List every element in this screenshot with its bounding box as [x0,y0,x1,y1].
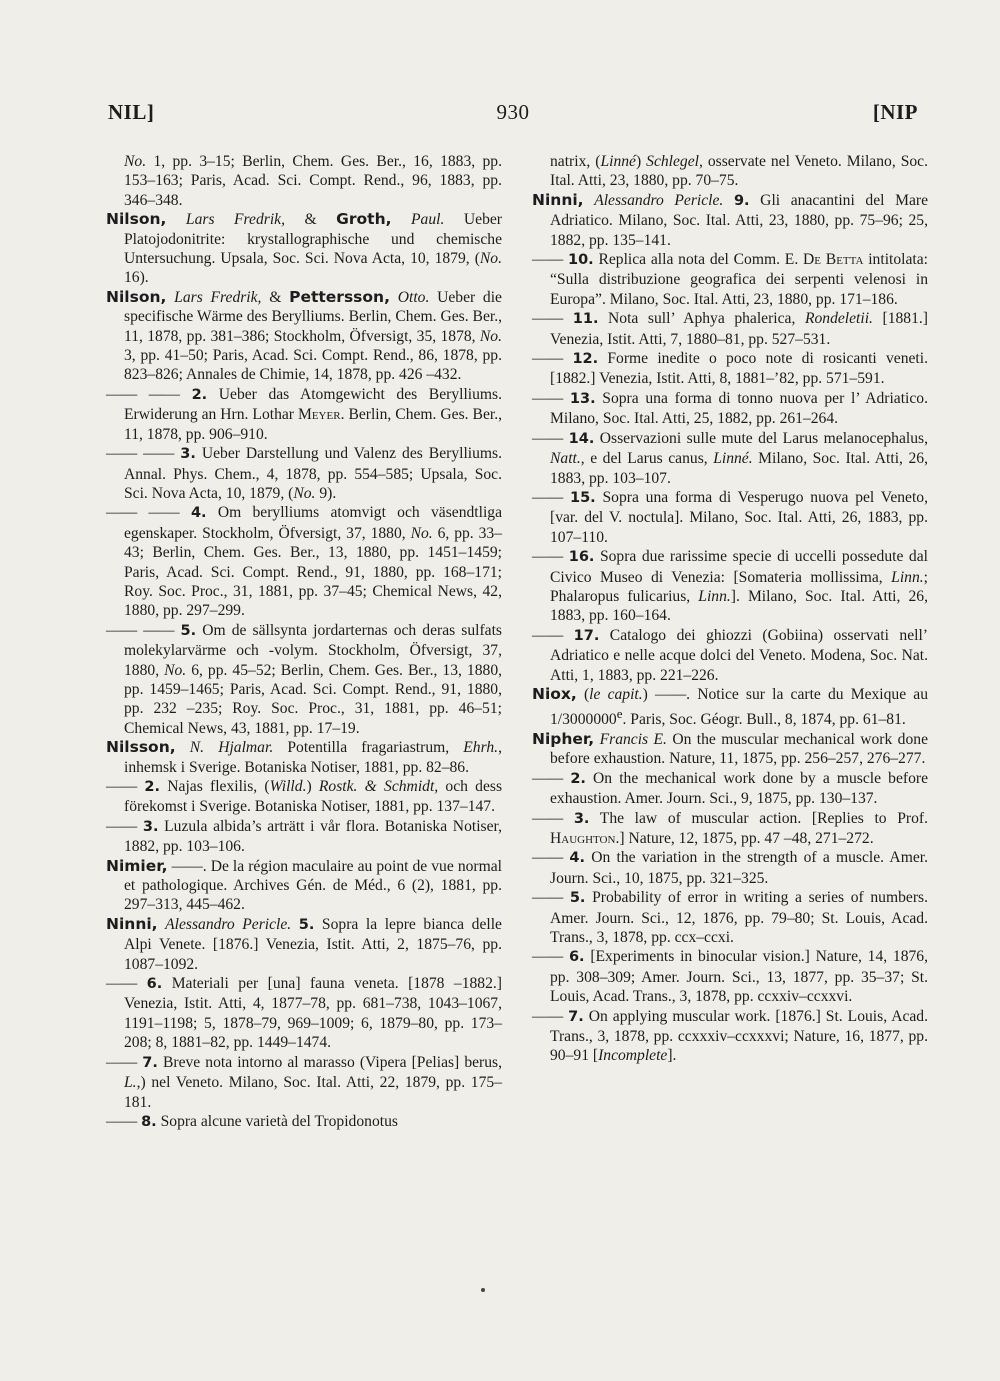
bibliography-entry: —— 14. Osservazioni sulle mute del Larus melanocephalus, Natt., e del Larus canus, Linné. Milano, Soc. Ital. Atti, 26, 1883, pp. 103–107. [532,429,928,487]
bibliography-entry: —— 5. Probability of error in writing a series of numbers. Amer. Journ. Sci., 12, 1876, pp. 79–80; St. Louis, Acad. Trans., 3, 1878, pp. ccx–ccxi. [532,889,928,947]
bibliography-entry: —— —— 2. Ueber das Atomgewicht des Berylliums. Erwiderung an Hrn. Lothar Meyer. Berlin, Chem. Ges. Ber., 11, 1878, pp. 906–910. [106,385,503,443]
bibliography-entry: Ninni, Alessandro Pericle. 5. Sopra la lepre bianca delle Alpi Venete. [1876.] Venezia, Istit. Atti, 2, 1875–76, pp. 1087–1092. [106,914,502,973]
bibliography-entry: No. 1, pp. 3–15; Berlin, Chem. Ges. Ber., 16, 1883, pp. 153–163; Paris, Acad. Sci. Compt. Rend., 96, 1883, pp. 346–348. [124,153,502,209]
bibliography-entry: Niox, (le capit.) ——. Notice sur la carte du Mexique au 1/3000000e. Paris, Soc. Géogr. Bull., 8, 1874, pp. 61–81. [532,684,928,729]
bibliography-entry: —— 2. Najas flexilis, (Willd.) Rostk. & Schmidt, och dess förekomst i Sverige. Botaniska Notiser, 1881, pp. 137–147. [106,778,503,816]
bibliography-entry: —— —— 5. Om de sällsynta jordarternas och deras sulfats molekylarvärme och -volym. Stockholm, Öfversigt, 37, 1880, No. 6, pp. 45–52; Berlin, Chem. Ges. Ber., 13, 1880, pp. 1459–1465; Paris, Acad. Sci. Compt. Rend., 91, 1880, pp. 232 –235; Roy. Soc. Proc., 31, 1881, pp. 46–51; Chemical News, 43, 1881, pp. 17–19. [106,621,503,737]
bibliography-entry: —— 16. Sopra due rarissime specie di uccelli possedute dal Civico Museo di Venezia: [Somateria mollissima, Linn.; Phalaropus fulicarius, Linn.]. Milano, Soc. Ital. Atti, 26, 1883, pp. 160–164. [532,548,928,625]
bibliography-entry: —— 17. Catalogo dei ghiozzi (Gobiina) osservati nell’ Adriatico e nelle acque dolci del Veneto. Modena, Soc. Nat. Atti, 1, 1883, pp. 221–226. [532,626,928,684]
bibliography-entry: —— 13. Sopra una forma di tonno nuova per l’ Adriatico. Milano, Soc. Ital. Atti, 25, 1882, pp. 261–264. [532,389,928,428]
bibliography-entry: —— 4. On the variation in the strength of a muscle. Amer. Journ. Sci., 10, 1875, pp. 321–325. [532,849,928,887]
bibliography-entry: Nimier, ——. De la région maculaire au point de vue normal et pathologique. Archives Gén. de Méd., 6 (2), 1881, pp. 297–313, 445–462. [106,856,502,914]
bibliography-entry: natrix, (Linné) Schlegel, osservate nel Veneto. Milano, Soc. Ital. Atti, 23, 1880, pp. 70–75. [550,153,928,190]
bibliography-entry: Nilson, Lars Fredrik, & Pettersson, Otto. Ueber die specifische Wärme des Berylliums. Berlin, Chem. Ges. Ber., 11, 1878, pp. 381–386; Stockholm, Öfversigt, 35, 1878, No. 3, pp. 41–50; Paris, Acad. Sci. Compt. Rend., 86, 1878, pp. 823–826; Annales de Chimie, 14, 1878, pp. 426 –432. [106,287,502,384]
bibliography-entry: —— 15. Sopra una forma di Vesperugo nuova pel Veneto, [var. del V. noctula]. Milano, Soc. Ital. Atti, 26, 1883, pp. 107–110. [532,488,928,546]
page-header [108,100,918,134]
bibliography-entry: —— 7. On applying muscular work. [1876.] St. Louis, Acad. Trans., 3, 1878, pp. ccxxxiv–ccxxxvi; Nature, 16, 1877, pp. 90–91 [Incomplete]. [532,1007,929,1065]
bibliography-entry: —— 6. [Experiments in binocular vision.] Nature, 14, 1876, pp. 308–309; Amer. Journ. Sci., 13, 1877, pp. 35–37; St. Louis, Acad. Trans., 3, 1878, pp. ccxxiv–ccxxvi. [532,948,928,1006]
header-left-range: NIL] [108,100,155,124]
bibliography-entry: Ninni, Alessandro Pericle. 9. Gli anacantini del Mare Adriatico. Milano, Soc. Ital. Atti, 23, 1880, pp. 75–96; 25, 1882, pp. 135–141. [532,190,928,249]
bibliography-entry: —— 8. Sopra alcune varietà del Tropidonotus [106,1112,398,1130]
bibliography-entry: —— 12. Forme inedite o poco note di rosicanti veneti. [1882.] Venezia, Istit. Atti, 8, 1881–’82, pp. 571–591. [532,350,928,388]
bibliography-entry: —— —— 4. Om berylliums atomvigt och väsendtliga egenskaper. Stockholm, Öfversigt, 37, 1880, No. 6, pp. 33–43; Berlin, Chem. Ges. Ber., 13, 1880, pp. 1451–1459; Paris, Acad. Sci. Compt. Rend., 91, 1880, pp. 168–171; Roy. Soc. Proc., 31, 1881, pp. 37–45; Chemical News, 42, 1880, pp. 297–299. [106,504,502,620]
bibliography-entry: Nilson, Lars Fredrik, & Groth, Paul. Ueber Platojodonitrite: krystallographische und chemische Untersuchung. Upsala, Soc. Sci. Nova Acta, 10, 1879, (No. 16). [106,210,502,287]
bibliography-entry: —— 11. Nota sull’ Aphya phalerica, Rondeletii. [1881.] Venezia, Istit. Atti, 7, 1880–81, pp. 527–531. [532,310,928,348]
bibliography-entry: —— 6. Materiali per [una] fauna veneta. [1878 –1882.] Venezia, Istit. Atti, 4, 1877–78, pp. 681–738, 1043–1067, 1191–1198; 5, 1878–79, 969–1009; 6, 1879–80, pp. 173–208; 8, 1881–82, pp. 1449–1474. [106,975,502,1052]
left-column [106,152,502,1132]
bibliography-entry: —— 7. Breve nota intorno al marasso (Vipera [Pelias] berus, L.,) nel Veneto. Milano, Soc. Ital. Atti, 22, 1879, pp. 175–181. [106,1053,503,1111]
right-column [532,152,928,1066]
header-right-range: [NIP [872,100,918,124]
bibliography-entry: —— 3. The law of muscular action. [Replies to Prof. Haughton.] Nature, 12, 1875, pp. 47 –48, 271–272. [532,809,928,847]
bibliography-entry: —— 3. Luzula albida’s arträtt i vår flora. Botaniska Notiser, 1882, pp. 103–106. [106,817,502,856]
bibliography-entry: —— —— 3. Ueber Darstellung und Valenz des Berylliums. Annal. Phys. Chem., 4, 1878, pp. 554–585; Upsala, Soc. Sci. Nova Acta, 10, 1879, (No. 9). [106,445,503,502]
page-number: 930 [496,100,530,124]
bibliography-entry: Nilsson, N. Hjalmar. Potentilla fragariastrum, Ehrh., inhemsk i Sverige. Botaniska Notiser, 1881, pp. 82–86. [106,738,502,776]
bibliography-entry: —— 2. On the mechanical work done by a muscle before exhaustion. Amer. Journ. Sci., 9, 1875, pp. 130–137. [532,769,928,808]
bibliography-entry: Nipher, Francis E. On the muscular mechanical work done before exhaustion. Nature, 11, 1875, pp. 256–257, 276–277. [532,729,928,768]
bibliography-entry: —— 10. Replica alla nota del Comm. E. De Betta intitolata: “Sulla distribuzione geografica dei serpenti velenosi in Europa”. Milano, Soc. Ital. Atti, 23, 1880, pp. 171–186. [532,251,928,308]
page-mark [481,1288,485,1292]
